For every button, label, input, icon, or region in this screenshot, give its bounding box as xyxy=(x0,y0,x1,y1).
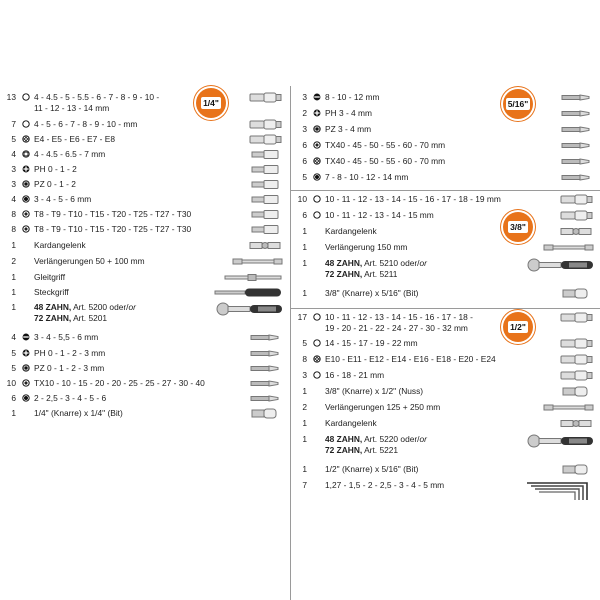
quantity: 5 xyxy=(11,134,16,144)
item-description: 1/4" (Knarre) x 1/4" (Bit) xyxy=(34,408,123,418)
phillips-profile-icon xyxy=(22,165,30,173)
quantity: 5 xyxy=(302,172,307,182)
item-description: PH 0 - 1 - 2 xyxy=(34,164,77,174)
quantity: 5 xyxy=(302,338,307,348)
item-description: 4 - 5 - 6 - 7 - 8 - 9 - 10 - mm xyxy=(34,119,138,129)
socket-icon xyxy=(559,338,595,349)
quantity: 1 xyxy=(11,408,16,418)
item-description: 8 - 10 - 12 mm xyxy=(325,92,380,102)
circle-profile-icon xyxy=(22,93,30,101)
right_b-section xyxy=(291,190,600,298)
quantity: 1 xyxy=(302,386,307,396)
item-description: PH 0 - 1 - 2 - 3 mm xyxy=(34,348,106,358)
quantity: 1 xyxy=(302,418,307,428)
item-description: 48 ZAHN, Art. 5210 oder/or 72 ZAHN, Art. 5211 xyxy=(325,258,427,279)
item-description: PZ 3 - 4 mm xyxy=(325,124,372,134)
bit-icon xyxy=(248,332,284,343)
item-description: T8 - T9 - T10 - T15 - T20 - T25 - T27 - T30 xyxy=(34,224,192,234)
quantity: 10 xyxy=(297,194,307,204)
quantity: 3 xyxy=(11,164,16,174)
right-column xyxy=(290,86,600,600)
quantity: 1 xyxy=(11,240,16,250)
bit-icon xyxy=(559,108,595,119)
item-description: Verlängerung 150 mm xyxy=(325,242,408,252)
tbar-icon xyxy=(224,272,284,283)
item-description: E10 - E11 - E12 - E14 - E16 - E18 - E20 - E24 xyxy=(325,354,496,364)
item-description: 3/8" (Knarre) x 5/16" (Bit) xyxy=(325,288,419,298)
badge-1-2-inch: 1/2" xyxy=(503,312,533,342)
torx-profile-icon xyxy=(313,355,321,363)
quantity: 6 xyxy=(302,156,307,166)
item-description: 7 - 8 - 10 - 12 - 14 mm xyxy=(325,172,409,182)
item-description: 48 ZAHN, Art. 5220 oder/or 72 ZAHN, Art. 5221 xyxy=(325,434,427,455)
adapter-icon xyxy=(559,386,595,397)
bit-icon xyxy=(559,140,595,151)
socket-icon xyxy=(559,370,595,381)
quantity: 1 xyxy=(11,302,16,312)
hexfill-profile-icon xyxy=(22,195,30,203)
slot-profile-icon xyxy=(313,93,321,101)
item-description: 10 - 11 - 12 - 13 - 14 - 15 mm xyxy=(325,210,434,220)
extension-icon xyxy=(543,242,595,253)
item-description: 3 - 4 - 5 - 6 mm xyxy=(34,194,92,204)
hexfill-profile-icon xyxy=(313,173,321,181)
quantity: 1 xyxy=(11,287,16,297)
bit-socket-icon xyxy=(248,209,284,220)
item-description: 10 - 11 - 12 - 13 - 14 - 15 - 16 - 17 - 18 - 19 mm xyxy=(325,194,501,204)
item-description: 4 - 4.5 - 6.5 - 7 mm xyxy=(34,149,106,159)
bit-icon xyxy=(559,124,595,135)
bit-icon xyxy=(559,172,595,183)
quantity: 7 xyxy=(302,480,307,490)
quantity: 7 xyxy=(11,119,16,129)
socket-icon xyxy=(559,354,595,365)
item-description: TX40 - 45 - 50 - 55 - 60 - 70 mm xyxy=(325,156,446,166)
quantity: 17 xyxy=(297,312,307,322)
hexfill-profile-icon xyxy=(22,394,30,402)
bit-socket-icon xyxy=(248,149,284,160)
slot-profile-icon xyxy=(22,333,30,341)
circle-profile-icon xyxy=(313,371,321,379)
bit-socket-icon xyxy=(248,164,284,175)
quantity: 8 xyxy=(302,354,307,364)
socket-icon xyxy=(559,312,595,323)
quantity: 1 xyxy=(11,272,16,282)
item-description: PZ 0 - 1 - 2 - 3 mm xyxy=(34,363,105,373)
phillips-profile-icon xyxy=(22,349,30,357)
ratchet-icon xyxy=(214,302,284,316)
item-description: 14 - 15 - 17 - 19 - 22 mm xyxy=(325,338,418,348)
quantity: 5 xyxy=(11,348,16,358)
extension-icon xyxy=(543,402,595,413)
bit-socket-icon xyxy=(248,194,284,205)
quantity: 2 xyxy=(302,402,307,412)
quantity: 6 xyxy=(11,393,16,403)
pozi-profile-icon xyxy=(22,180,30,188)
quantity: 4 xyxy=(11,194,16,204)
socket-icon xyxy=(559,194,595,205)
quantity: 4 xyxy=(11,332,16,342)
item-description: Kardangelenk xyxy=(325,418,377,428)
bit-icon xyxy=(248,393,284,404)
torxfill-profile-icon xyxy=(22,210,30,218)
item-description: Verlängerungen 50 + 100 mm xyxy=(34,256,145,266)
joint-icon xyxy=(559,226,595,237)
item-description: 2 - 2,5 - 3 - 4 - 5 - 6 xyxy=(34,393,107,403)
bit-icon xyxy=(248,363,284,374)
bit-icon xyxy=(248,348,284,359)
joint-icon xyxy=(559,418,595,429)
quantity: 8 xyxy=(11,209,16,219)
circle-profile-icon xyxy=(313,339,321,347)
quantity: 10 xyxy=(6,378,16,388)
quantity: 3 xyxy=(302,370,307,380)
circle-profile-icon xyxy=(313,313,321,321)
circle-profile-icon xyxy=(313,195,321,203)
adapter-icon xyxy=(559,288,595,299)
torxfill-profile-icon xyxy=(22,379,30,387)
quantity: 6 xyxy=(302,210,307,220)
torx-profile-icon xyxy=(22,135,30,143)
quantity: 1 xyxy=(302,464,307,474)
hex-profile-icon xyxy=(22,150,30,158)
socket-icon xyxy=(559,210,595,221)
left-column xyxy=(0,0,290,600)
item-description: TX10 - 10 - 15 - 20 - 20 - 25 - 25 - 27 - 30 - 40 xyxy=(34,378,205,388)
quantity: 3 xyxy=(302,92,307,102)
badge-5-16-inch: 5/16" xyxy=(503,89,533,119)
item-description: 4 - 4.5 - 5 - 5.5 - 6 - 7 - 8 - 9 - 10 - 11 - 12 - 13 - 14 mm xyxy=(34,92,160,113)
circle-profile-icon xyxy=(313,211,321,219)
item-description: 1,27 - 1,5 - 2 - 2,5 - 3 - 4 - 5 mm xyxy=(325,480,445,490)
joint-icon xyxy=(248,240,284,251)
item-description: Gleitgriff xyxy=(34,272,66,282)
item-description: E4 - E5 - E6 - E7 - E8 xyxy=(34,134,115,144)
bit-socket-icon xyxy=(248,224,284,235)
ratchet-icon xyxy=(525,258,595,272)
item-description: PZ 0 - 1 - 2 xyxy=(34,179,76,189)
bit-socket-icon xyxy=(248,179,284,190)
circle-profile-icon xyxy=(22,120,30,128)
pozi-profile-icon xyxy=(22,364,30,372)
bit-icon xyxy=(559,156,595,167)
socket-icon xyxy=(248,92,284,103)
quantity: 2 xyxy=(302,108,307,118)
quantity: 3 xyxy=(11,179,16,189)
quantity: 6 xyxy=(302,140,307,150)
item-description: T8 - T9 - T10 - T15 - T20 - T25 - T27 - T30 xyxy=(34,209,192,219)
quantity: 8 xyxy=(11,224,16,234)
item-description: 1/2" (Knarre) x 5/16" (Bit) xyxy=(325,464,419,474)
adapter-icon xyxy=(559,464,595,475)
socket-icon xyxy=(248,134,284,145)
item-description: Kardangelenk xyxy=(34,240,86,250)
quantity: 1 xyxy=(302,434,307,444)
right_c-section xyxy=(291,308,600,490)
item-description: Kardangelenk xyxy=(325,226,377,236)
item-description: 3/8" (Knarre) x 1/2" (Nuss) xyxy=(325,386,424,396)
torxfill-profile-icon xyxy=(22,225,30,233)
item-description: Steckgriff xyxy=(34,287,69,297)
badge-3-8-inch: 3/8" xyxy=(503,212,533,242)
pozi-profile-icon xyxy=(313,125,321,133)
socket-icon xyxy=(248,119,284,130)
ratchet-icon xyxy=(525,434,595,448)
item-description: TX40 - 45 - 50 - 55 - 60 - 70 mm xyxy=(325,140,446,150)
item-description: 16 - 18 - 21 mm xyxy=(325,370,385,380)
phillips-profile-icon xyxy=(313,109,321,117)
bit-icon xyxy=(559,92,595,103)
item-description: 3 - 4 - 5,5 - 6 mm xyxy=(34,332,99,342)
bit-icon xyxy=(248,378,284,389)
quantity: 5 xyxy=(11,363,16,373)
quantity: 2 xyxy=(11,256,16,266)
hex-key-icon xyxy=(525,480,595,502)
item-description: Verlängerungen 125 + 250 mm xyxy=(325,402,441,412)
screwdriver-handle-icon xyxy=(214,287,284,298)
item-description: PH 3 - 4 mm xyxy=(325,108,372,118)
torx-profile-icon xyxy=(313,157,321,165)
quantity: 3 xyxy=(302,124,307,134)
item-description: 10 - 11 - 12 - 13 - 14 - 15 - 16 - 17 - 18 - 19 - 20 - 21 - 22 - 24 - 27 - 30 - 32 mm xyxy=(325,312,473,333)
quantity: 1 xyxy=(302,258,307,268)
quantity: 1 xyxy=(302,242,307,252)
extension-icon xyxy=(232,256,284,267)
quantity: 1 xyxy=(302,226,307,236)
badge-1-4-inch: 1/4" xyxy=(196,88,226,118)
item-description: 48 ZAHN, Art. 5200 oder/or 72 ZAHN, Art. 5201 xyxy=(34,302,136,323)
quantity: 1 xyxy=(302,288,307,298)
quantity: 4 xyxy=(11,149,16,159)
adapter-icon xyxy=(248,408,284,419)
quantity: 13 xyxy=(6,92,16,102)
torxfill-profile-icon xyxy=(313,141,321,149)
